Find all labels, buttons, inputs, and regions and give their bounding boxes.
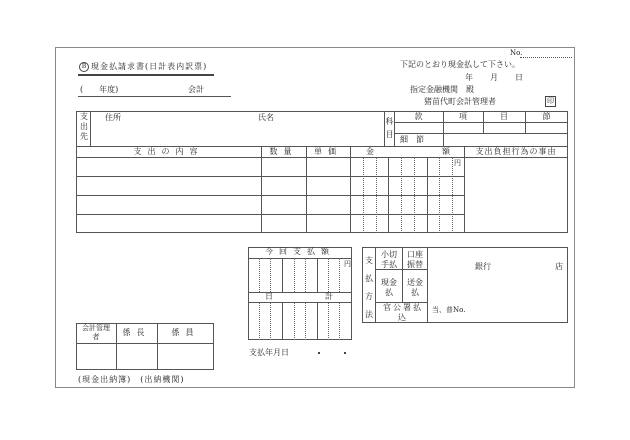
payment-amount-box [248, 247, 352, 340]
address-label: 住所 [105, 113, 121, 122]
name-label: 氏名 [258, 113, 274, 122]
cash-payment: 現金払 [381, 278, 397, 297]
header-unit-price: 単価 [314, 147, 342, 156]
approval-footer: (現金出納簿) (出納機関) [78, 375, 185, 384]
check-payment: 小切手払 [381, 250, 397, 269]
form-title: 現金払請求書(日計表内訳票) [91, 62, 208, 71]
instruction-text: 下記のとおり現金払して下さい。 [400, 60, 520, 69]
bank-addressee: 指定金融機関 殿 [410, 85, 474, 94]
subject-label: 科目 [385, 117, 394, 139]
seal-mark: 印 [547, 97, 554, 105]
payee-label: 支出先 [80, 112, 88, 141]
header-reason: 支出負担行為の事由 [475, 147, 557, 156]
fiscal-year: ( 年度) [80, 85, 119, 94]
table-row [76, 176, 464, 177]
issuer: 猪苗代町会計管理者 [424, 97, 496, 106]
number-label: No. [510, 49, 523, 57]
header-amount: 金 [366, 147, 374, 156]
office-payment: 官公署払込 [383, 303, 423, 322]
header-quantity: 数量 [269, 147, 298, 156]
table-row [76, 195, 464, 196]
remittance: 送金払 [407, 278, 423, 297]
circle-mark: B [79, 62, 89, 72]
account-label: 会計 [188, 85, 204, 94]
table-row [76, 214, 464, 215]
header-content: 支出の内容 [133, 147, 204, 156]
payment-date-label: 支払年月日 [249, 348, 289, 357]
yen-unit: 円 [454, 159, 461, 167]
account-transfer: 口座振替 [407, 250, 423, 269]
